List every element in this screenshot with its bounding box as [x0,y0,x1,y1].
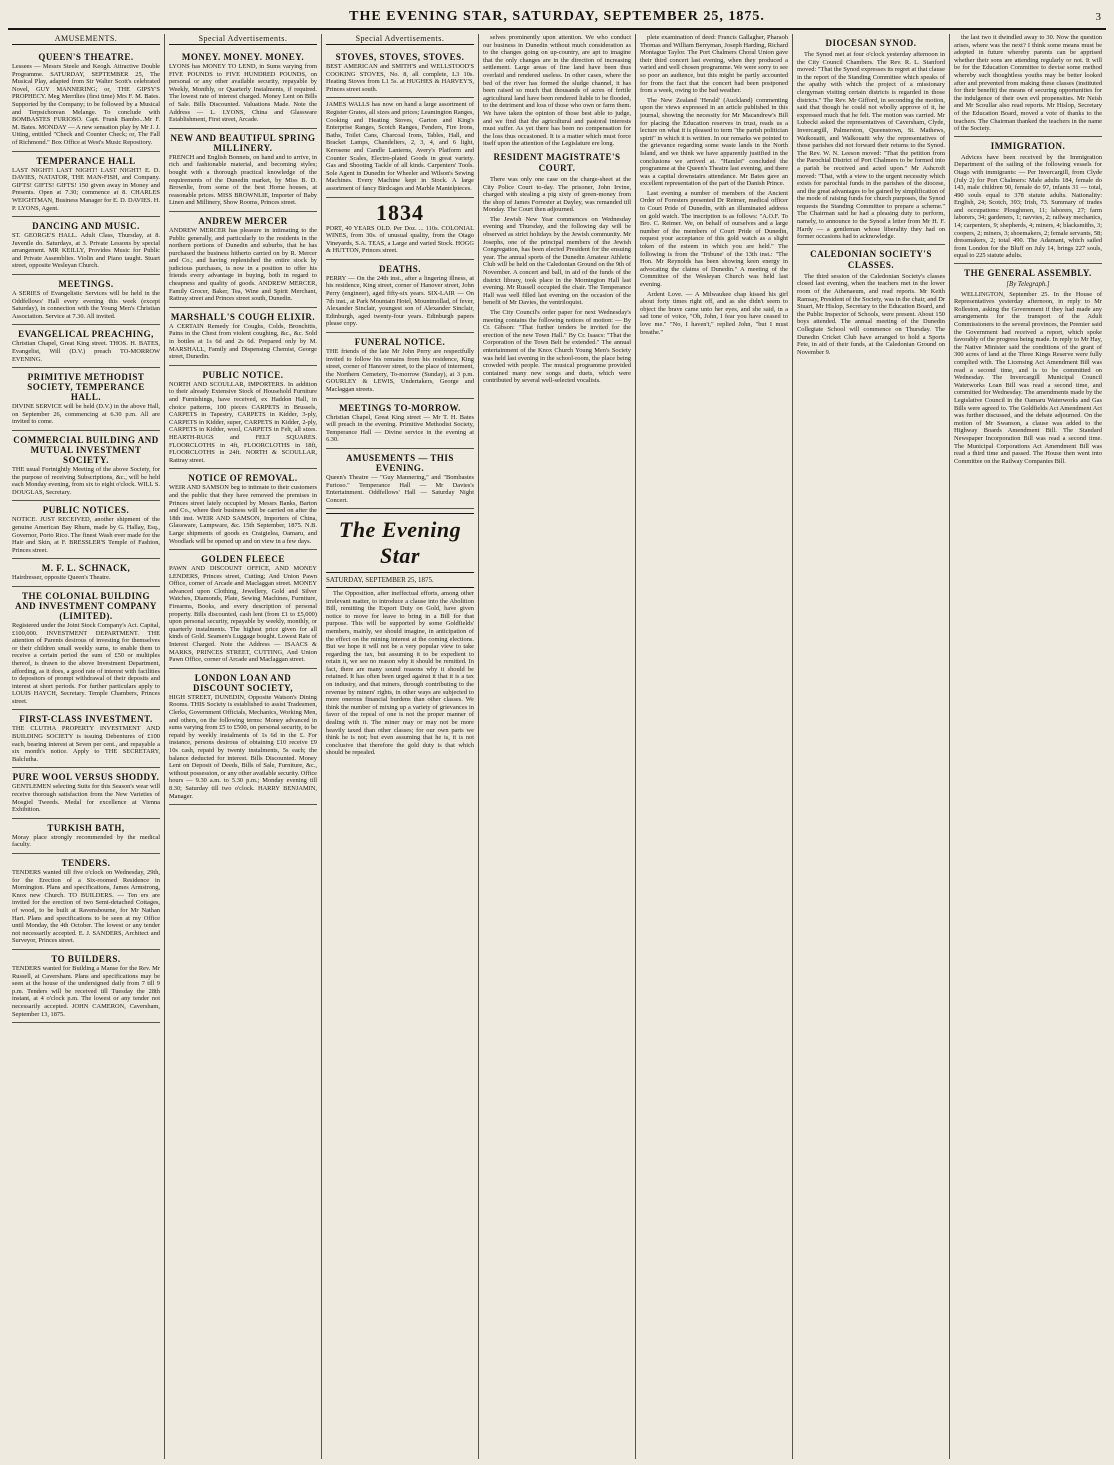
ad-body: HIGH STREET, DUNEDIN, Opposite Watson's Dining Rooms. THIS Society is established to assist Tradesmen, Clerks, Government Officials, Mechanics, Working Men, and others, on the following terms: Money advanced in sums varying from £5 to £500, on personal security, to be repaid by weekly instalments of 1s 6d in the £. For instance, persons desirous of obtaining £10 receive £9 10s cash, repaid by twenty instalments, 5s each; the balance deducted for interest. Bills Discounted. Money Lent on Deposit of Deeds, Bills of Sale, Furniture, &c., without possession, or any other available security. Office hours — 9.30 a.m. to 5.30 p.m.; Monday evening till 8.30; Saturday till two o'clock. HARRY BENJAMIN, Manager. [169,693,318,800]
ad-port-wine [326,198,474,260]
ad-body: WEIR AND SAMSON beg to intimate to their customers and the public that they have removed the premises in Princes street lately occupied by Messrs Banks, Barton and Co., where their business will be carried on after the 18th inst. WEIR AND SAMSON, Importers of China, Glassware, Lampware, &c. 15th September, 1875. N.B. Large shipments of goods ex Craigielea, Oamaru, and Woodlark will be opened up and on view in a few days. [169,484,317,545]
column-5 [636,34,793,1459]
ad-heading: QUEEN'S THEATRE. [38,52,134,62]
assembly-text: WELLINGTON, September 25. In the House of Representatives yesterday afternoon, in reply to Mr Rolleston, asking the Government if they had made any arrangements for the transport of the Adult Commissioners to the several provinces, the Premier said the Government had received a report, which spoke favorably of the progress being made. In reply to Mr Hay, the Native Minister said the conditions of the grant of 300 acres of land at the Three Kings Reserve were fully complied with. The Licensing Act Amendment Bill was read a second time, and is to be committed on Wednesday. The Invercargill Municipal Council Waterworks Loan Bill was read a second time, and committed for Wednesday. The amendments made by the Legislative Council in the Oamaru Waterworks and Gas Bills were agreed to. The Goldfields Act Amendment Act was further discussed, and the debate adjourned. On the motion of Mr Swanson, a clause was added to the Highway Boards Amendment Bill. The Standard Newspaper Incorporation Bill was read a second time. The Municipal Corporations Act Amendment Bill was read a third time and passed. The House then went into Committee on the Railway Companies Bill. [954,290,1102,465]
advertisement [169,129,317,212]
advertisement [169,550,317,669]
advertisement [169,366,317,470]
article-text: selves prominently upon attention. We who conduct our business in Dunedin without much consideration as to the changes going on up-country, are apt to imagine that the only changes are in the direction of increasing settlement. Large areas of fine land have been thus overlaid and rendered useless. In other cases, where the bed of the river has formed the sludge channel, it has been raised so much that thousands of acres of fertile agricultural land have been rendered liable to be flooded, to the detriment and loss of those who own or farm them. We have taken the opinion of those best able to judge, and we find that the agricultural and pastoral interests must suffer. As yet there has been no compensation for the loss thus occasioned. It is a matter which must force itself upon the attention of the Legislature ere long. [483,34,631,148]
ad-body: TENDERS wanted for Building a Manse for the Rev. Mr Russell, at Caversham. Plans and specifications may be seen at the house of the undersigned daily from 7 till 9 p.m. Tenders will be received till Tuesday the 28th instant, at 4 o'clock p.m. The lowest or any tender not necessarily accepted. JOHN CAMERON, Caversham, September 13, 1875. [12,964,160,1018]
ad-heading: MEETINGS. [58,279,114,290]
amusements-this-evening [326,449,474,509]
paper-title: The Evening Star [338,517,462,569]
page-number: 3 [1095,11,1102,23]
advertisement [12,48,160,152]
advertisement [12,854,160,950]
ad-heading: GOLDEN FLEECE [201,554,285,565]
editorial-text: The Opposition, after ineffectual efforts, among other irrelevant matter, to introduce a clause into the Abolition Bill, remitting the Export Duty on Gold, have given notice to move for leave to bring in a Bill for that purpose. This will be supported by some Goldfields' members, mainly, we should imagine, in anticipation of the effect on the mining interest at the coming elections. But we hope it will not be a very popular view to take regarding the tax, but assuming it to be expedient to retain it, we see no reason why it should be remitted. In fact, there are many sound reasons why it should be retained. It has often been urged against it that it is a tax on industry, and that miners, through contributing to the revenue by miners' rights, in other ways are subjected to more onerous financial burdens than other classes. We think the number of mixing up a variety of grievances in favor of the repeal of one is not the proper manner of dealing with it. The miner may or may not be more heavily taxed than other classes; for our own parts we think he is not; but even assuming that he is, it is not conclusive that therefore the gold duty is that which should be repealed. [326,589,474,757]
column-4 [479,34,636,1459]
ad-body: Christian Chapel, Great King street. THOS. H. BATES, Evangelist, Will (D.V.) preach TO-MORROW EVENING. [12,340,160,363]
ad-body: ANDREW MERCER has pleasure in intimating to the Public generally, and particularly to the residents in the northern portions of Dunedin and suburbs, that he has purchased the business hitherto carried on by R. Mercer and Co.; and having replenished the entire stock by judicious purchases, is now in a position to offer his friends every advantage in buying, both in regard to cheapness and quality of goods. ANDREW MERCER, Family Grocer, Baker, Tea, Wine and Spirit Merchant, Rattray street and Princes street south, Dunedin. [169,226,317,303]
article-text-3: The City Council's order paper for next Wednesday's meeting contains the following notices of motion: — By Cr. Gibson: "That further tenders be invited for the erection of the new Town Hall." By Cr. Isaacs: "That the Corporation of the Town Belt be extended." The annual entertainment of the Knox Church Young Men's Society was held last evening in the school-room, the place being crowded with people. The musical programme provided contained many new songs and duets, which were contributed by several well-selected vocalists. [483,309,631,385]
court-heading: RESIDENT MAGISTRATE'S COURT. [493,151,621,173]
advertisement [169,308,317,366]
advertisement [169,48,317,129]
ad-body: LAST NIGHT! LAST NIGHT! LAST NIGHT! E. D. DAVIES, NATATOR, THE MAN-FISH, and Company. GIFTS! GIFTS! GIFTS! 150 given away in Money and Presents. Open at 7.30; commence at 8. CHARLES WEIGHTMAN, Business Manager for E. D. DAVIES. H. P. LYONS, Agent. [12,166,160,212]
advertisement [12,501,160,559]
article-text-2: The New Zealand 'Herald' (Auckland) commenting upon the views expressed in an article published in this journal, showing the necessity for Mr Macandrew's Bill for placing the Education reserves in trust, reads us a lecture on what it is pleased to term "the parish politician spirit" in which it is written. In our remarks we pointed to the grievance regarding some waste lands in the North Island, and we think we have apparently justified in the conclusions we arrived at. "Hamlet" concluded the programme at the Queen's Theatre last evening, and there was a capital downstairs attendance. Mr Bates gave an excellent representation of the part of the Danish Prince. [640,96,788,188]
deaths-notice [326,260,474,333]
meetings-heading: MEETINGS TO-MORROW. [339,402,461,413]
ad-body: A CERTAIN Remedy for Coughs, Colds, Bronchitis, Pains in the Chest from violent coughing, &c., &c. Sold in bottles at 1s 6d and 2s 6d. Prepared only by M. MARSHALL, Family and Dispensing Chemist, George street, Dunedin. [169,322,317,361]
ad-heading: PURE WOOL VERSUS SHODDY. [12,772,160,783]
ad-body: PORT, 40 YEARS OLD. Per Doz. ... 110s. COLONIAL WINES, from 30s. of unusual quality, from the Otago Vineyards, S.A. TEAS, a Large and varied Stock. HOGG & HUTTON, Princes street. [326,224,474,255]
col1-ads [12,48,160,1023]
deaths-heading: DEATHS. [378,263,422,274]
advertisement [12,710,160,768]
column-2 [165,34,322,1459]
advertisement [12,431,160,501]
advertisement [12,768,160,818]
ad-heading: STOVES, STOVES, STOVES. [335,52,465,62]
advertisement [12,559,160,587]
ad-heading: TURKISH BATH, [47,822,125,833]
advertisement [12,587,160,711]
ad-body: GENTLEMEN selecting Suits for this Season's wear will receive thorough satisfaction from the New Varieties of Mosgiel Tweeds. Medal for excellence at Vienna Exhibition. [12,783,160,814]
ad-heading: DANCING AND MUSIC. [32,221,140,232]
ad-body: THE usual Fortnightly Meeting of the above Society, for the purpose of receiving Subscriptions, &c., will be held each Monday evening, from six to eight o'clock. WILL S. DOUGLAS, Secretary. [12,466,160,496]
meetings-tomorrow [326,399,474,449]
assembly-heading: THE GENERAL ASSEMBLY. [964,268,1092,279]
article-text: plete examination of deed: Francis Gallagher, Pharaoh Thomas and William Berryman, Joseph Harding, Richard Montague Taylor. The Port Chalmers Choral Union gave their third concert last evening, when they produced a varied and well chosen programme. We were sorry to see so poor an audience, but this might be partly accounted for from the fact that the concert had been postponed from a week, owing to the bad weather. [640,34,788,95]
assembly-subhead: [By Telegraph.] [1006,281,1050,289]
caledonian-text: The third session of the Caledonian Society's classes closed last evening, when the teachers met in the lower room of the Athenaeum, and read reports. Mr Keith Ramsay, President of the Society, was in the chair, and Dr Stuart, Mr Hislop, Secretary to the Education Board, and the Public Inspector of Schools, were present. About 150 boys attended. The annual meeting of the Dunedin Collegiate School will commence on Thursday. The Dunedin Cricket Club have arranged to hold a Sports Fete, in aid of their funds, at the Caledonian Ground on November 9. [797,272,945,356]
masthead-title: THE EVENING STAR, SATURDAY, SEPTEMBER 25, 1875. [349,9,765,24]
paper-title-block [326,513,474,573]
funeral-heading: FUNERAL NOTICE. [354,337,446,348]
divider [954,136,1102,137]
ad-body: Lessees — Messrs Steele and Keogh. Attractive Double Programme. SATURDAY, SEPTEMBER 25, The Musical Play, adapted from Sir Walter Scott's celebrated Novel, GUY MANNERING; or, THE GIPSY'S PROPHECY. Meg Merrilies (first time) Mrs F. M. Bates. Supported by the Company; to be followed by a Musical and Terpsichorean Melange. To conclude with BOMBASTES FURIOSO. Capt. Frank Bambo...Mr F. M. Bates. MONDAY — A new sensation play by Mr J. J. Utting, entitled "Check and Counter Check; or, The Fall of Richmond." Box Office at West's Music Repository. [12,63,160,146]
ad-heading: PUBLIC NOTICES. [42,505,130,516]
ad-heading: NOTICE OF REMOVAL. [188,473,298,484]
ad-heading: EVANGELICAL PREACHING, [18,329,154,340]
ad-body: TENDERS wanted till five o'clock on Wednesday, 29th, for the Erection of a Six-roomed Residence in Mornington. Plans and specifications, James Armstrong, Knox new Church. TO BUILDERS. — Ten ers are invited for the erection of two Semi-detached Cottages, of wood, to be built at Ravensbourne, for Mr Nathan Hart. Plans and specifications to be seen at my Office until Monday, the 4th October. The lowest or any tender not necessarily accepted. E. J. SANDERS, Architect and Surveyor, Princes street. [12,869,160,945]
ad-heading: ANDREW MERCER [198,215,288,226]
column-7 [950,34,1106,1459]
ad-heading: M. F. L. SCHNACK, [41,563,131,574]
ad-body: THE CLUTHA PROPERTY INVESTMENT AND BUILDING SOCIETY is issuing Debentures of £100 each, bearing interest at Seven per cent., and repayable a six month's notice. Apply to THE SECRETARY, Balclutha. [12,725,160,763]
advertisement [169,469,317,550]
ad-body: PAWN AND DISCOUNT OFFICE, AND MONEY LENDERS, Princes street, Cutting; And Union Pawn Office, corner of Arcade and Maclaggan street. MONEY advanced upon Clothing, Jewellery, Gold and Silver Watches, Diamonds, Plate, Sewing Machines, Furniture, Firearms, Books, and every description of personal property. Bills discounted, cash lent (from £1 to £5,000) upon personal security, repayable by weekly, monthly, or quarterly instalments. The highest price given for all kinds of Gold. Seamen's Luggage bought. Lowest Rate of Interest Charged. Note the Address — ISAACS & MARKS, PRINCES STREET, CUTTING, And Union Pawn Office, corner of Arcade and Maclaggan street. [169,565,317,664]
ad-body: Moray place strongly recommended by the medical faculty. [12,833,160,849]
wine-year: 1834 [376,199,424,225]
funeral-body: THE friends of the late Mr John Perry are respectfully invited to follow his remains from his residence, King street, corner of Hanover street, to the place of interment, the Northern Cemetery, To-morrow (Sunday), at 3 p.m. GOURLEY & LEWIS, Undertakers, George and Maclaggan streets. [326,348,474,393]
ad-body: Registered under the Joint Stock Company's Act. Capital, £100,000. INVESTMENT DEPARTMENT. THE attention of Parents desirous of investing for themselves or their children small weekly sums, to enable them to receive a certain period the sum of £50 or multiples thereof, is drawn to the above Investment Department, affording, as it does, a good rate of interest with facilities to depositors of prompt withdrawal of their deposits and interest at short periods. For further particulars apply to LOUIS HAYCH, Secretary. Temple Chambers, Princes street. [12,621,160,705]
advertisement [169,212,317,308]
ad-body: FRENCH and English Bonnets, on hand and to arrive, in rich and fashionable material, and becoming styles; bought with a thorough practical knowledge of the requirements of the Dunedin market, by Miss B. D. Brownlie, from some of the best Home houses, at reasonable prices. MISS BROWNLIE, Importer of Baby Linen and Millinery, Show Rooms, Princes street. [169,153,317,207]
ad-stoves [326,48,474,98]
section-special-ads-2: Special Advertisements. [326,34,474,45]
amusements-body: Queen's Theatre — "Guy Mannering," and "Bombastes Furioso." Temperance Hall — Mr Davies's Entertainment. Oddfellows' Hall — Saturday Night Concert. [326,473,474,504]
ad-heading: THE COLONIAL BUILDING AND INVESTMENT COMPANY (LIMITED). [15,590,157,621]
advertisement [12,950,160,1023]
synod-text: The Synod met at four o'clock yesterday afternoon in the City Council Chambers. The Rev. R. L. Stanford moved: "That the Synod expresses its regret at that clause in the report of the Standing Committee which speaks of the apathy with which the project of a missionary clergyman visiting certain districts is regarded in those districts." The Rev. Mr Gifford, in seconding the motion, said that though he could not wholly approve of it, he expressed much that he felt. The motion was carried. Mr Lubecki asked the representatives of Caversham, Clyde, Invercargill, Palmerston, Queenstown, St. Mathews, Waikouaiti, and Walkouaiti why the representatives of those parishes did not forward their returns to the Synod. The Rev. W. N. Leeson moved: "That the petition from the Parochial District of Port Chalmers to be formed into a parish be received and acted upon." Mr Ashcroft moved: "That, with a view to the urgent necessity which exists for parochial funds in the parishes of the diocese, and the great advantages to be gained by simplification of the mode of raising funds for church purposes, the Synod requests the Standing Committee to prepare a scheme." The Chairman said he had a pleasing duty to perform, namely, to announce to the Synod a letter from Mr H. F. Hardy — a gentleman whose liberality they had on former occasions had to acknowledge. [797,51,945,241]
ad-heading: MONEY. MONEY. MONEY. [181,52,305,62]
ad-body: NOTICE. JUST RECEIVED, another shipment of the genuine American Bay Rhum, made by G. Hallay, Esq., Governor, Porto Rico. The finest Wash ever made for the Hair and Skin, at F. BRESSLER'S Temple of Fashion, Princes street. [12,516,160,554]
section-special-ads: Special Advertisements. [169,34,317,45]
ad-body: JAMES WALLS has now on hand a large assortment of Register Grates, all sizes and prices; Leamington Ranges, Cooking and Heating Stoves, Garton and King's Enterprise Ranges, Scotch Ranges, Fenders, Fire Irons, Baths, Toilet Cans, Charcoal Irons, Tables, Hall, and Bracket Lamps, Chandeliers, 2, 3, 4, and 6 light, Kerosene and Candle Lanterns, Avery's Platform and Counter Scales, Electro-plated Goods in great variety. Gas and Shooting Tackle of all kinds. Carpenters' Tools. Sole Agent in Dunedin for Wheeler and Wilson's Sewing Machines. Every Machine kept in Stock. A large assortment of fancy Birdcages and Marble Mantelpieces. [326,101,474,192]
ad-heading: TEMPERANCE HALL [36,155,136,166]
ad-heading: TO BUILDERS. [51,953,121,964]
ad-james-walls [326,98,474,197]
masthead [8,6,1106,30]
advertisement [12,325,160,368]
section-amusements: AMUSEMENTS. [12,34,160,45]
ad-body: NORTH AND SCOULLAR, IMPORTERS. In addition to their already Extensive Stock of Household Furniture and Furnishings, have received, ex Haddon Hall, in choice patterns, 100 pieces CARPETS in Brussels, CARPETS in Tapestry, CARPETS in Kidder, 3-ply, CARPETS in Kidder, super, CARPETS in Kidder, 2-ply, CARPETS in Kidder, wool, CARPETS in Felt, all sizes. HEARTH-RUGS and FELT SQUARES. FLOORCLOTHS in 4ft, FLOORCLOTHS in 18ft, FLOORCLOTHS in 24ft. NORTH & SCOULLAR, Rattray street. [169,380,317,464]
synod-heading: DIOCESAN SYNOD. [825,38,917,48]
immigration-text: Advices have been received by the Immigration Department of the sailing of the following vessels for Otago with immigrants: — Per Invercargill, from Clyde (July 2) for Port Chalmers: Male adults 184, female do 143, male children 90, female do 97, infants 31 — total, 490 souls equal to 378 statute adults. Nationality: English, 24; Scotch, 393; Irish, 73. Summary of trades and occupations: Ploughmen, 11; laborers, 27; farm laborers, 34; gardeners, 1; navvies, 2; railway mechanics, 14; carpenters, 9; shepherds, 4; miners, 4; blacksmiths, 3; coopers, 2; miners, 3; shoemakers, 2; female servants, 58; dressmakers, 2; total 490. The Adamant, which sailed from London for the Bluff on July 14, brings 227 souls, equal to 225 statute adults. [954,153,1103,260]
article-text-2: The Jewish New Year commences on Wednesday evening and Thursday, and the following day will be observed as strict holidays by the Jewish community. Mr Josephs, one of the principal members of the Jewish Congregation, has been elected President for the ensuing year. The annual sports of the Dunedin Amateur Athletic Club will be held on the Caledonian Ground on the 9th of November. A concert and ball, in aid of the funds of the district library, took place in the Mornington Hall last evening. Mr Russell occupied the chair. The Temperance Hall was well filled last evening on the occasion of the benefit of Mr Davies, the ventriloquist. [483,215,631,307]
advertisement [169,669,317,805]
ad-heading: PUBLIC NOTICE. [202,369,284,380]
ad-body: Hairdresser, opposite Queen's Theatre. [12,574,111,582]
ad-heading: MARSHALL'S COUGH ELIXIR. [170,311,316,322]
deaths-body: PERRY — On the 24th inst., after a lingering illness, at his residence, King street, corner of Hanover street, John Perry (engineer), aged fifty-six years. SIX-LAIR — On 7th inst., at Park Mountain Hotel, Mountmollad, of fever, Alexander Sinclair, youngest son of Alexander Sinclair, Edinburgh, aged twenty-four years. Edinburgh papers please copy. [326,274,474,328]
advertisement [12,819,160,854]
ad-heading: NEW AND BEAUTIFUL SPRING MILLINERY. [170,132,316,153]
amusements-heading: AMUSEMENTS — THIS EVENING. [346,452,454,473]
divider [797,244,945,245]
meetings-body: Christian Chapel, Great King street — Mr T. H. Bates will preach in the evening. Primitive Methodist Society, Temperance Hall — Divine service in the evening at 6.30. [326,413,474,444]
caledonian-heading: CALEDONIAN SOCIETY'S CLASSES. [810,248,932,270]
ad-body: BEST AMERICAN and SMITH'S and WELLSTOOD'S COOKING STOVES, No. 8, all complete, L3 10s. Heating Stoves from L1 5s. at HUGHES & HARVEY'S, Princes street south. [326,63,474,93]
ad-heading: LONDON LOAN AND DISCOUNT SOCIETY, [192,672,294,693]
columns [8,34,1106,1459]
column-6 [793,34,950,1459]
column-3 [322,34,479,1459]
advertisement [12,152,160,218]
advertisement [12,275,160,325]
article-text-4: Ardent Love. — A Milwaukee chap kissed his girl about forty times right off, and as she didn't seem to object the brave came unto her eyes, and she said, in a sad tone of voice, "Oh, John, I fear you have ceased to love me." "No, I haven't," replied John, "but I must breathe." [640,290,788,336]
column-1 [8,34,165,1459]
advertisement [12,217,160,275]
article-text-3: Last evening a number of members of the Ancient Order of Foresters presented Dr Reimer, medical officer to Court Pride of Dunedin, with an illuminated address on gold watch. The inscription is as follows: "A.O.F. To Bro. C. Reimer. We, on behalf of ourselves and a large number of the members of Court Pride of Dunedin, request your acceptance of this gold watch as a slight token of the esteem in which you are held." The following is from the 'Tribune' of the 13th inst.: "The Hon. Mr Reynolds has been showing keen energy in advocating the claims of Dunedin." A meeting of the Committee of the Wesleyan Church was held last evening. [640,189,788,288]
ad-heading: COMMERCIAL BUILDING AND MUTUAL INVESTMENT SOCIETY. [13,435,159,465]
funeral-notice [326,333,474,399]
court-text: There was only one case on the charge-sheet at the City Police Court to-day. The prisoner, John Irvine, charged with stealing a pig sixty of green-money from the shop of James Forrester at Dayley, was remanded till Monday. The Court then adjourned. [483,175,631,214]
ad-heading: FIRST-CLASS INVESTMENT. [19,714,153,725]
col2-ads [169,48,317,805]
dateline: SATURDAY, SEPTEMBER 25, 1875. [326,577,474,588]
ad-body: A SERIES of Evangelistic Services will be held in the Oddfellows' Hall every evening this week (except Saturday), in connection with the Young Men's Christian Association. Service at 7.30. All invited. [12,290,160,320]
ad-body: DIVINE SERVICE will be held (D.V.) in the above Hall, on September 26, commencing at 6.30 p.m. All are invited to come. [12,403,160,426]
divider [954,263,1102,264]
ad-body: ST. GEORGE'S HALL. Adult Class, Thursday, at 8. Juvenile do. Saturdays, at 3. Private Lessons by special arrangement. MR KEILLY, Provides Music for Public and Private Assemblies. Violin and Piano taught. Stuart street, opposite Wesleyan Church. [12,232,160,270]
article-text: the last two it dwindled away to 30. Now the question arises, where was the next? I think some means must be adopted in future whereby parents can be apprised whether their sons are attending regularly or not. It will be for the Education Committee to devise some method whereby such thoughtless youths may be better looked after and prevented from making these classes (instituted for their benefit) the means of securing opportunities for the indulgence of their own evil propensities. Mr Neish and Mr Scoullar also read reports. Mr Hislop, Secretary of the Education Board, moved a vote of thanks to the teachers. The Chairman thanked the teachers in the name of the Society. [954,34,1102,133]
ad-heading: TENDERS. [61,858,111,868]
ad-heading: PRIMITIVE METHODIST SOCIETY, TEMPERANCE HALL. [27,372,145,403]
advertisement [12,368,160,431]
immigration-heading: IMMIGRATION. [990,140,1066,151]
ad-body: LYONS has MONEY TO LEND, in Sums varying from FIVE POUNDS to FIVE HUNDRED POUNDS, on personal or any other available security, repayable by Weekly, Monthly, or Quarterly Instalments, if required. The lowest rate of interest charged. Money Lent on Bills of Sale. Bills Discounted. Valuations Made. Note the Address — L. LYONS, China and Glassware Establishment, First street, Arcade. [169,63,317,124]
